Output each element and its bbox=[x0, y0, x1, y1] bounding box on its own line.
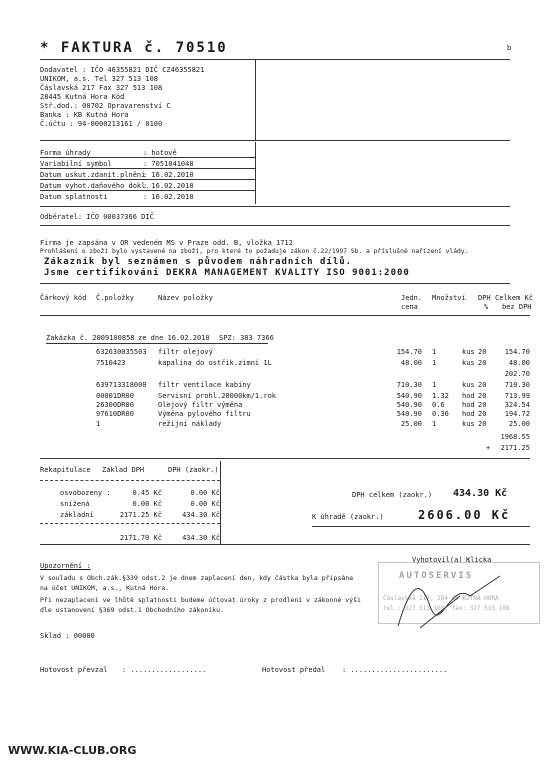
col-vat-header: DPH bbox=[478, 294, 491, 302]
payment-value: : hotově bbox=[143, 149, 177, 157]
item-qty: 0.36 bbox=[432, 410, 449, 418]
col-total-header-2: bez DPH bbox=[502, 303, 532, 311]
item-name: kapalina do ostřik.zimní 1L bbox=[158, 359, 272, 367]
item-qty: 1 bbox=[432, 381, 437, 389]
item-name: režijní náklady bbox=[158, 420, 222, 428]
supplier-line: Dodavatel : IČO 46355821 DIČ CZ46355821 bbox=[40, 66, 205, 74]
rule bbox=[40, 225, 510, 226]
item-unit: hod bbox=[462, 392, 475, 400]
items-total-value: 2171.25 bbox=[500, 444, 530, 452]
title-rule bbox=[40, 59, 510, 60]
supplier-line: Č.účtu : 94-0000213161 / 0100 bbox=[40, 120, 163, 128]
item-name: Výměna pylového filtru bbox=[158, 410, 251, 418]
col-name-header: Název položky bbox=[158, 294, 213, 302]
payment-label: Forma úhrady bbox=[40, 149, 91, 157]
col-item-header: Č.položky bbox=[96, 294, 134, 302]
item-unit: kus bbox=[462, 348, 475, 356]
item-price: 154.70 bbox=[396, 348, 422, 356]
payment-label: Datum vyhot.daňového dokl. bbox=[40, 182, 150, 190]
item-code: 00001DR00 bbox=[96, 392, 134, 400]
item-vat: 20 bbox=[478, 392, 487, 400]
item-code: 639713318000 bbox=[96, 381, 147, 389]
cash-handed-label: Hotovost předal bbox=[262, 666, 326, 674]
subtotal-value: 1968.55 bbox=[500, 433, 530, 441]
warning-line: V souladu s Obch.zák.§339 odst.2 je dnem zaplacení den, kdy částka byla připsána bbox=[40, 574, 354, 582]
item-name: Servisní prohl.20000km/1.rok bbox=[158, 392, 277, 400]
warehouse-code: Sklad : 00000 bbox=[40, 632, 95, 640]
payment-label: Variabilní symbol bbox=[40, 160, 112, 168]
item-unit: hod bbox=[462, 401, 475, 409]
item-unit: kus bbox=[462, 381, 475, 389]
declaration-note: Prohlášení o zboží bylo vystavené na zboží, pro které to požaduje zákon č.22/1997 Sb. a příslušné nařízení vlády. bbox=[40, 248, 469, 255]
col-code-header: Čárkový kód bbox=[40, 294, 87, 302]
item-price: 540.90 bbox=[396, 410, 422, 418]
supplier-line: Banka : KB Kutná Hora bbox=[40, 111, 129, 119]
col-total-header: Celkem Kč bbox=[495, 294, 533, 302]
supplier-line: Stř.dod.: 00702 Opravarenství C bbox=[40, 102, 171, 110]
row-rule bbox=[40, 179, 255, 180]
amount-due-label: K úhradě (zaokr.) bbox=[312, 513, 384, 521]
row-rule bbox=[40, 190, 255, 191]
col-price-header-2: cena bbox=[401, 303, 418, 311]
item-qty: 1 bbox=[432, 359, 437, 367]
payment-label: Datum uskut.zdanit.plnění bbox=[40, 171, 146, 179]
item-unit: hod bbox=[462, 410, 475, 418]
item-qty: 1.32 bbox=[432, 392, 449, 400]
item-qty: 1 bbox=[432, 348, 437, 356]
recap-row-base: 0.45 Kč bbox=[132, 489, 162, 497]
item-code: 632630035503 bbox=[96, 348, 147, 356]
item-total: 194.72 bbox=[504, 410, 530, 418]
item-unit: kus bbox=[462, 359, 475, 367]
item-vat: 20 bbox=[478, 348, 487, 356]
item-price: 710.30 bbox=[396, 381, 422, 389]
item-code: 97610DR00 bbox=[96, 410, 134, 418]
item-total: 710.30 bbox=[504, 381, 530, 389]
item-total: 154.70 bbox=[504, 348, 530, 356]
rule bbox=[40, 458, 530, 459]
stamp-phone: tel.: 327 513 108, fax: 327 513 108 bbox=[383, 605, 510, 612]
col-vat-header-2: % bbox=[484, 303, 489, 311]
watermark: WWW.KIA-CLUB.ORG bbox=[8, 744, 137, 757]
rule bbox=[40, 315, 530, 316]
order-underline bbox=[46, 343, 268, 344]
amount-due-value: 2606.00 Kč bbox=[418, 508, 511, 522]
item-price: 540.90 bbox=[396, 401, 422, 409]
amount-due-underline bbox=[312, 526, 530, 527]
issued-by-label: Vyhotovil(a) : bbox=[412, 556, 472, 564]
col-qty-header: Množství bbox=[432, 294, 466, 302]
recap-row-base: 0.00 Kč bbox=[132, 500, 162, 508]
item-total: 713.99 bbox=[504, 392, 530, 400]
stamp-address: Čáslavská 217, 284 45 KUTNÁ HORA bbox=[383, 595, 499, 602]
origin-note: Zákazník byl seznámen s původem náhradních dílů. bbox=[44, 257, 353, 267]
row-rule bbox=[40, 168, 255, 169]
corner-mark: b bbox=[507, 44, 512, 52]
item-name: filtr olejový bbox=[158, 348, 213, 356]
rule bbox=[40, 140, 510, 141]
payment-value: : 7051041048 bbox=[143, 160, 194, 168]
supplier-line: Čáslavská 217 Fax 327 513 108 bbox=[40, 84, 163, 92]
warning-line: dle ustanovení §369 odst.1 Obchodního zákoníku. bbox=[40, 606, 224, 614]
warning-line: na účet UNIKOM, a.s., Kutná Hora. bbox=[40, 584, 170, 592]
recap-sum-vat: 434.30 Kč bbox=[182, 534, 220, 542]
registry-note: Firma je zapsána v OR vedeném MS v Praze odd. B, vložka 1712 bbox=[40, 239, 293, 247]
certification-note: Jsme certifikováni DEKRA MANAGEMENT KVALITY ISO 9001:2000 bbox=[44, 268, 410, 278]
order-plate: SPZ: 383 7366 bbox=[219, 334, 274, 342]
item-vat: 20 bbox=[478, 420, 487, 428]
recap-row-vat: 0.00 Kč bbox=[190, 489, 220, 497]
cash-received-label: Hotovost převzal bbox=[40, 666, 108, 674]
item-total: 25.00 bbox=[508, 420, 530, 428]
recap-rule bbox=[40, 480, 220, 481]
item-qty: 1 bbox=[432, 420, 437, 428]
customer-line: Odběratel: IČO 00037366 DIČ bbox=[40, 213, 154, 221]
payment-divider bbox=[255, 142, 256, 204]
item-code: 26300DR00 bbox=[96, 401, 134, 409]
rule bbox=[40, 283, 510, 284]
col-price-header: Jedn. bbox=[401, 294, 423, 302]
recap-row-base: 2171.25 Kč bbox=[119, 511, 162, 519]
rule bbox=[40, 544, 530, 545]
supplier-divider bbox=[255, 60, 256, 140]
order-number: Zakázka č. 2009100858 bbox=[46, 334, 135, 342]
item-price: 48.00 bbox=[400, 359, 422, 367]
item-total: 48.00 bbox=[508, 359, 530, 367]
item-vat: 20 bbox=[478, 401, 487, 409]
signature-icon bbox=[390, 566, 540, 636]
recap-base-header: Základ DPH bbox=[102, 466, 145, 474]
stamp-brand: AUTOSERVIS bbox=[399, 571, 474, 581]
rule bbox=[40, 206, 510, 207]
recap-vat-header: DPH (zaokr.) bbox=[168, 466, 219, 474]
item-total: 324.54 bbox=[504, 401, 530, 409]
row-rule bbox=[40, 157, 255, 158]
warning-title: Upozornění : bbox=[40, 562, 91, 570]
cash-received-value: : .................. bbox=[122, 666, 207, 674]
supplier-line: UNIKOM, a.s. Tel 327 513 108 bbox=[40, 75, 159, 83]
item-total: 202.70 bbox=[504, 370, 530, 378]
recap-divider bbox=[220, 461, 221, 544]
item-name: filtr ventilace kabiny bbox=[158, 381, 251, 389]
recap-header: Rekapitulace bbox=[40, 466, 91, 474]
payment-value: : 16.02.2010 bbox=[143, 171, 194, 179]
recap-row-label: základní bbox=[60, 511, 94, 519]
item-price: 25.00 bbox=[400, 420, 422, 428]
vat-total-label: DPH celkem (zaokr.) bbox=[352, 491, 433, 499]
recap-row-label: snížená bbox=[60, 500, 90, 508]
issued-by-name: Klicka bbox=[466, 556, 492, 564]
item-price: 540.90 bbox=[396, 392, 422, 400]
item-vat: 20 bbox=[478, 359, 487, 367]
item-unit: kus bbox=[462, 420, 475, 428]
recap-row-label: osvobozeny : bbox=[60, 489, 111, 497]
warning-line: Při nezaplacení ve lhůtě splatnosti budeme účtovat úroky z prodlení v zákonné výši bbox=[40, 596, 361, 604]
supplier-line: 28445 Kutná Hora Kód bbox=[40, 93, 125, 101]
cash-handed-value: : ....................... bbox=[342, 666, 448, 674]
item-code: 7510423 bbox=[96, 359, 126, 367]
item-name: Olejový filtr výměna bbox=[158, 401, 243, 409]
recap-sum-base: 2171.70 Kč bbox=[119, 534, 162, 542]
item-vat: 20 bbox=[478, 410, 487, 418]
invoice-title: * FAKTURA č. 70510 bbox=[40, 40, 228, 56]
item-code: 1 bbox=[96, 420, 101, 428]
recap-rule bbox=[40, 523, 220, 524]
vat-total-value: 434.30 Kč bbox=[453, 488, 508, 499]
payment-label: Datum splatnosti bbox=[40, 193, 108, 201]
item-qty: 0.6 bbox=[432, 401, 445, 409]
recap-row-vat: 434.30 Kč bbox=[182, 511, 220, 519]
payment-value: : 16.02.2010 bbox=[143, 182, 194, 190]
payment-value: : 16.02.2010 bbox=[143, 193, 194, 201]
order-date: ze dne 16.02.2010 bbox=[138, 334, 210, 342]
item-vat: 20 bbox=[478, 381, 487, 389]
total-mark: + bbox=[486, 444, 491, 452]
recap-row-vat: 0.00 Kč bbox=[190, 500, 220, 508]
